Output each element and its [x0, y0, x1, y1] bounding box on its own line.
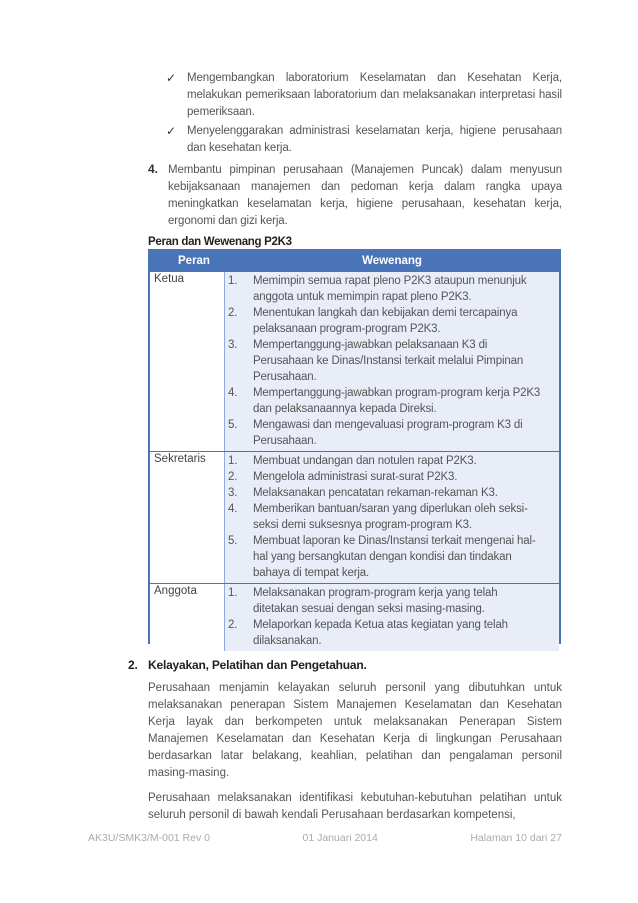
check-item [166, 123, 562, 157]
role-cell: Ketua [150, 272, 225, 451]
authority-list [225, 272, 559, 451]
role-cell: Sekretaris [150, 452, 225, 583]
list-item: 3. Mempertanggung-jawabkan pelaksanaan K3 di Perusahaan ke Dinas/Instansi terkait melalui Pimpinan Perusahaan. [228, 339, 524, 383]
list-item: 5. Membuat laporan ke Dinas/Instansi terkait mengenai hal-hal yang bersangkutan dengan kondisi dan tindakan bahaya di tempat kerja. [228, 535, 536, 579]
table-header [150, 251, 559, 271]
roles-table [148, 249, 561, 647]
check-item-text: Menyelenggarakan administrasi keselamatan kerja, higiene perusahaan dan kesehatan kerja. [187, 125, 562, 154]
section-title: Kelayakan, Pelatihan dan Pengetahuan. [148, 658, 367, 672]
list-item: 2. Menentukan langkah dan kebijakan demi tercapainya pelaksanaan program-program P2K3. [228, 307, 518, 335]
header-peran: Peran [178, 255, 210, 267]
list-item: 4. Memberikan bantuan/saran yang diperlukan oleh seksi-seksi demi suksesnya program-program K3. [228, 503, 528, 531]
section-heading [128, 658, 562, 672]
item-number: 4. [148, 162, 159, 176]
role-cell: Anggota [150, 584, 225, 651]
paragraph: Perusahaan melaksanakan identifikasi kebutuhan-kebutuhan pelatihan untuk seluruh personil di bawah kendali Perusahaan berdasarkan kompetensi, [148, 792, 562, 821]
checkmark-icon: ✓ [166, 124, 176, 138]
header-wewenang: Wewenang [362, 255, 422, 267]
check-item [166, 70, 562, 121]
checkmark-icon: ✓ [166, 71, 176, 85]
footer-page-number: Halaman 10 dari 27 [470, 832, 562, 844]
list-item: 4. Mempertanggung-jawabkan program-program kerja P2K3 dan pelaksanaannya kepada Direksi. [228, 387, 541, 415]
numbered-item-4 [148, 162, 562, 230]
list-item: 3. Melaksanakan pencatatan rekaman-rekaman K3. [228, 487, 498, 499]
list-item: 2. Melaporkan kepada Ketua atas kegiatan yang telah dilaksanakan. [228, 619, 508, 647]
list-item: 5. Mengawasi dan mengevaluasi program-program K3 di Perusahaan. [228, 419, 523, 447]
checklist [166, 70, 562, 159]
authority-list [225, 452, 559, 583]
section-number: 2. [128, 658, 138, 672]
section-2 [128, 658, 562, 824]
list-item: 1. Melaksanakan program-program kerja yang telah ditetakan sesuai dengan seksi masing-masing. [228, 587, 498, 615]
footer-doc-code: AK3U/SMK3/M-001 Rev 0 [88, 832, 210, 844]
authority-list [225, 584, 559, 651]
table-row-ketua [150, 271, 559, 451]
table-title: Peran dan Wewenang P2K3 [148, 236, 292, 248]
list-item: 1. Membuat undangan dan notulen rapat P2K3. [228, 455, 477, 467]
item-text: Membantu pimpinan perusahaan (Manajemen Puncak) dalam menyusun kebijaksanaan manajemen dan pedoman kerja dalam rangka upaya meningkatkan keselamatan kerja, higiene perusahaan, kesehatan kerja, ergonomi dan gizi kerja. [168, 164, 562, 227]
page-footer [88, 832, 562, 844]
list-item: 1. Memimpin semua rapat pleno P2K3 ataupun menunjuk anggota untuk memimpin rapat pleno P2K3. [228, 275, 527, 303]
footer-date: 01 Januari 2014 [302, 832, 378, 844]
check-item-text: Mengembangkan laboratorium Keselamatan dan Kesehatan Kerja, melakukan pemeriksaan laboratorium dan melaksanakan interpretasi hasil pemeriksaan. [187, 72, 562, 118]
list-item: 2. Mengelola administrasi surat-surat P2K3. [228, 471, 458, 483]
paragraph: Perusahaan menjamin kelayakan seluruh personil yang dibutuhkan untuk melaksanakan penerapan Sistem Manajemen Keselamatan dan Kesehatan Kerja layak dan berkompeten untuk melaksanakan Penerapan Sistem Manajemen Keselamatan dan Kesehatan Kerja di lingkungan Perusahaan berdasarkan latar belakang, keahlian, pelatihan dan pengalaman personil masing-masing. [148, 682, 562, 779]
table-row-anggota [150, 583, 559, 651]
table-row-sekretaris [150, 451, 559, 583]
